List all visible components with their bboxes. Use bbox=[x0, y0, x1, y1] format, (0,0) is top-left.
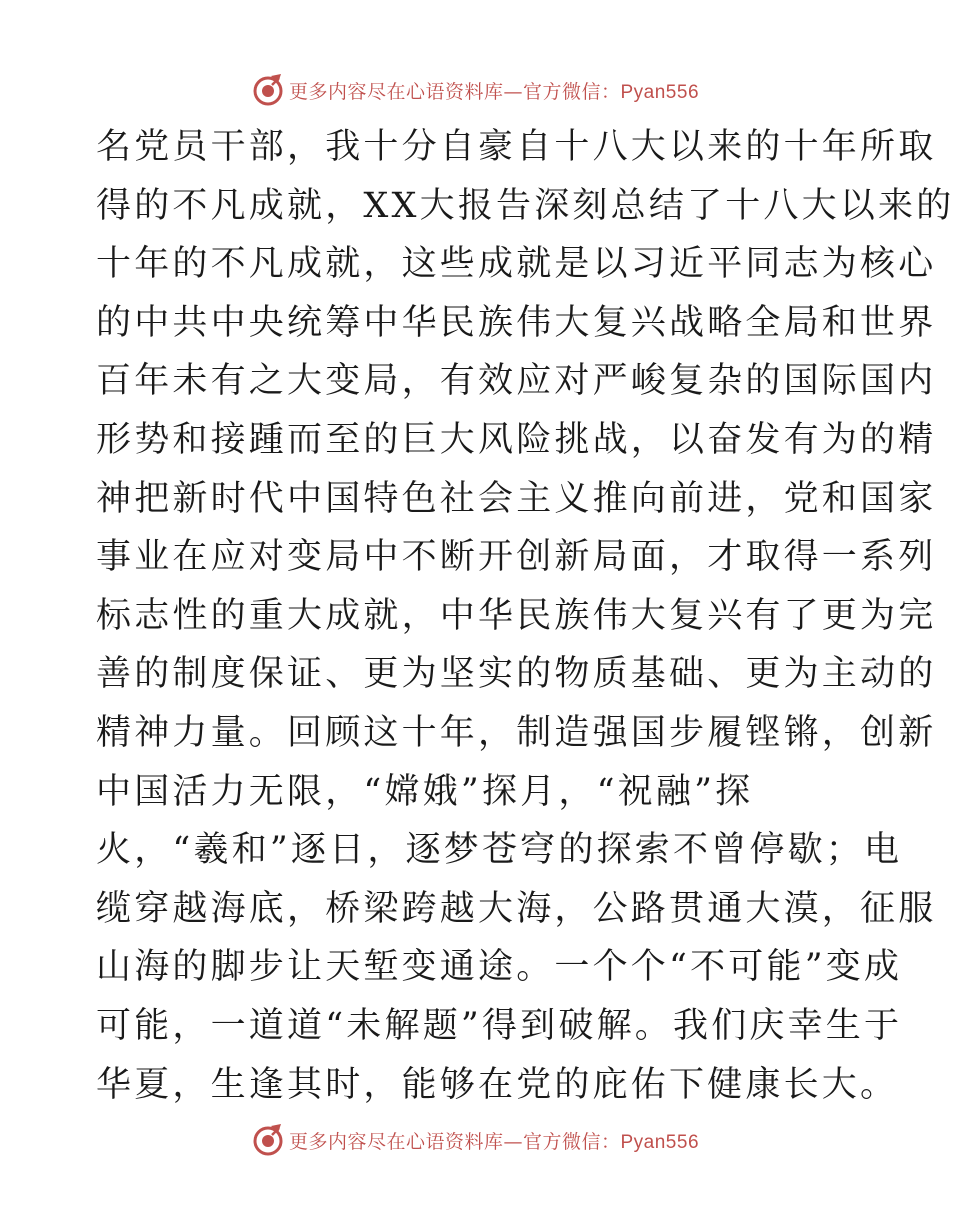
text-line: 十年的不凡成就，这些成就是以习近平同志为核心 bbox=[96, 244, 937, 285]
text-line: 华夏，生逢其时，能够在党的庇佑下健康长大。 bbox=[96, 1064, 899, 1105]
document-body bbox=[96, 118, 954, 1114]
banner-text bbox=[289, 77, 699, 104]
banner-handle: Pyan556 bbox=[620, 1131, 700, 1153]
text-line: 缆穿越海底，桥梁跨越大海，公路贯通大漠，征服 bbox=[96, 888, 937, 929]
text-line: 得的不凡成就，XX大报告深刻总结了十八大以来的 bbox=[96, 185, 954, 226]
banner-text bbox=[289, 1127, 699, 1154]
text-line: 形势和接踵而至的巨大风险挑战，以奋发有为的精 bbox=[96, 419, 937, 460]
text-line: 标志性的重大成就，中华民族伟大复兴有了更为完 bbox=[96, 595, 937, 636]
text-line: 山海的脚步让天堑变通途。一个个“不可能”变成 bbox=[96, 947, 903, 988]
pen-nib-logo-icon bbox=[251, 73, 285, 107]
text-line: 善的制度保证、更为坚实的物质基础、更为主动的 bbox=[96, 654, 937, 695]
header-banner bbox=[0, 70, 950, 110]
banner-label: 更多内容尽在心语资料库—官方微信： bbox=[288, 80, 621, 103]
text-line: 的中共中央统筹中华民族伟大复兴战略全局和世界 bbox=[96, 302, 937, 343]
text-line: 火，“羲和”逐日，逐梦苍穹的探索不曾停歇；电 bbox=[96, 830, 903, 871]
footer-banner bbox=[0, 1120, 950, 1160]
text-line: 精神力量。回顾这十年，制造强国步履铿锵，创新 bbox=[96, 712, 937, 753]
text-line: 名党员干部，我十分自豪自十八大以来的十年所取 bbox=[96, 127, 937, 167]
banner-label: 更多内容尽在心语资料库—官方微信： bbox=[288, 1130, 621, 1153]
pen-nib-logo-icon bbox=[251, 1123, 285, 1157]
text-line: 百年未有之大变局，有效应对严峻复杂的国际国内 bbox=[96, 361, 937, 402]
text-line: 神把新时代中国特色社会主义推向前进，党和国家 bbox=[96, 478, 937, 519]
banner-handle: Pyan556 bbox=[620, 81, 700, 103]
text-line: 中国活力无限，“嫦娥”探月，“祝融”探 bbox=[96, 771, 754, 812]
text-line: 可能，一道道“未解题”得到破解。我们庆幸生于 bbox=[96, 1005, 903, 1046]
text-line: 事业在应对变局中不断开创新局面，才取得一系列 bbox=[96, 537, 937, 578]
